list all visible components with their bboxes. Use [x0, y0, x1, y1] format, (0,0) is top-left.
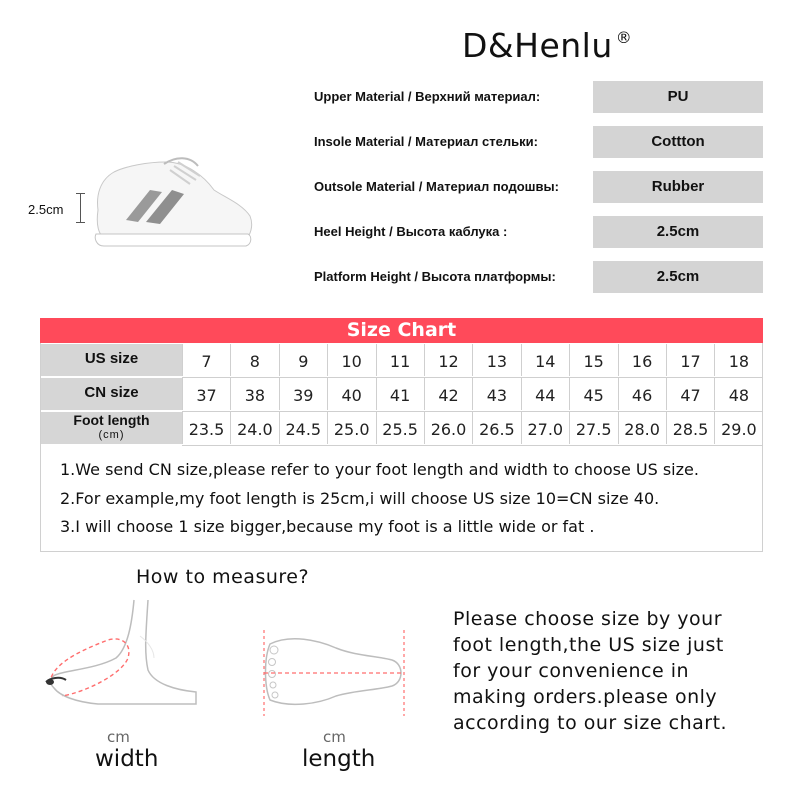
us-size-cell: 8 — [230, 344, 278, 376]
spec-label: Insole Material / Материал стельки: — [314, 134, 538, 149]
cn-size-cell: 47 — [666, 378, 714, 410]
spec-label: Outsole Material / Материал подошвы: — [314, 179, 559, 194]
us-size-cell: 10 — [327, 344, 375, 376]
width-unit: cm — [107, 728, 130, 746]
cn-size-cell: 41 — [376, 378, 424, 410]
spec-value: 2.5cm — [593, 261, 763, 293]
foot-length-cell: 24.5 — [279, 412, 327, 444]
foot-length-cell: 23.5 — [182, 412, 230, 444]
spec-label: Platform Height / Высота платформы: — [314, 269, 556, 284]
us-size-cell: 12 — [424, 344, 472, 376]
foot-length-cell: 28.0 — [618, 412, 666, 444]
us-size-cell: 18 — [714, 344, 762, 376]
advice-line: making orders.please only — [453, 686, 718, 708]
foot-length-diagram — [260, 624, 410, 722]
spec-label: Heel Height / Высота каблука : — [314, 224, 508, 239]
foot-length-cell: 28.5 — [666, 412, 714, 444]
us-size-cell: 7 — [182, 344, 230, 376]
cn-size-row — [40, 378, 763, 410]
foot-length-cell: 27.0 — [521, 412, 569, 444]
cn-size-cell: 43 — [472, 378, 520, 410]
spec-value: Rubber — [593, 171, 763, 203]
us-size-cell: 15 — [569, 344, 617, 376]
foot-length-cell: 24.0 — [230, 412, 278, 444]
us-size-cell: 9 — [279, 344, 327, 376]
cn-size-cell: 38 — [230, 378, 278, 410]
advice-line: for your convenience in — [453, 660, 690, 682]
cn-size-cell: 42 — [424, 378, 472, 410]
row-divider — [182, 445, 763, 446]
foot-length-label: Foot length — [73, 412, 150, 428]
spec-row-platform — [0, 261, 800, 293]
cn-size-cell: 48 — [714, 378, 762, 410]
height-dimension-marker — [80, 193, 81, 223]
note-2: 2.For example,my foot length is 25cm,i will choose US size 10=CN size 40. — [60, 489, 660, 508]
cn-size-cell: 44 — [521, 378, 569, 410]
width-label: width — [95, 746, 159, 772]
foot-length-header — [41, 412, 182, 444]
spec-value: PU — [593, 81, 763, 113]
foot-length-cell: 25.0 — [327, 412, 375, 444]
foot-length-cell: 27.5 — [569, 412, 617, 444]
us-size-cell: 17 — [666, 344, 714, 376]
size-chart-title: Size Chart — [40, 318, 763, 343]
shoe-height-label: 2.5cm — [28, 202, 64, 217]
cn-size-cell: 40 — [327, 378, 375, 410]
cn-size-header: CN size — [41, 378, 182, 410]
note-3: 3.I will choose 1 size bigger,because my foot is a little wide or fat . — [60, 517, 595, 536]
foot-length-cell: 25.5 — [376, 412, 424, 444]
size-advice-text — [453, 606, 763, 736]
length-unit: cm — [323, 728, 346, 746]
foot-length-cell: 26.0 — [424, 412, 472, 444]
us-size-header: US size — [41, 344, 182, 376]
cn-size-cell: 39 — [279, 378, 327, 410]
how-to-measure-title: How to measure? — [136, 566, 310, 588]
note-1: 1.We send CN size,please refer to your foot length and width to choose US size. — [60, 460, 699, 479]
us-size-cell: 11 — [376, 344, 424, 376]
cn-size-cell: 46 — [618, 378, 666, 410]
foot-width-diagram — [36, 592, 226, 717]
foot-length-unit: (cm) — [98, 429, 125, 441]
spec-value: 2.5cm — [593, 216, 763, 248]
foot-length-row — [40, 412, 763, 444]
advice-line: foot length,the US size just — [453, 634, 724, 656]
advice-line: according to our size chart. — [453, 712, 728, 734]
spec-row-upper — [0, 81, 800, 113]
cn-size-cell: 37 — [182, 378, 230, 410]
advice-line: Please choose size by your — [453, 608, 723, 630]
cn-size-cell: 45 — [569, 378, 617, 410]
foot-length-cell: 26.5 — [472, 412, 520, 444]
us-size-row — [40, 344, 763, 376]
us-size-cell: 14 — [521, 344, 569, 376]
length-label: length — [302, 746, 376, 772]
us-size-cell: 16 — [618, 344, 666, 376]
brand-logo — [462, 26, 632, 65]
brand-name: D&Henlu — [462, 26, 613, 65]
registered-mark: ® — [615, 28, 633, 47]
us-size-cell: 13 — [472, 344, 520, 376]
foot-length-cell: 29.0 — [714, 412, 762, 444]
spec-label: Upper Material / Верхний материал: — [314, 89, 541, 104]
spec-value: Cottton — [593, 126, 763, 158]
sneaker-image — [86, 150, 256, 260]
